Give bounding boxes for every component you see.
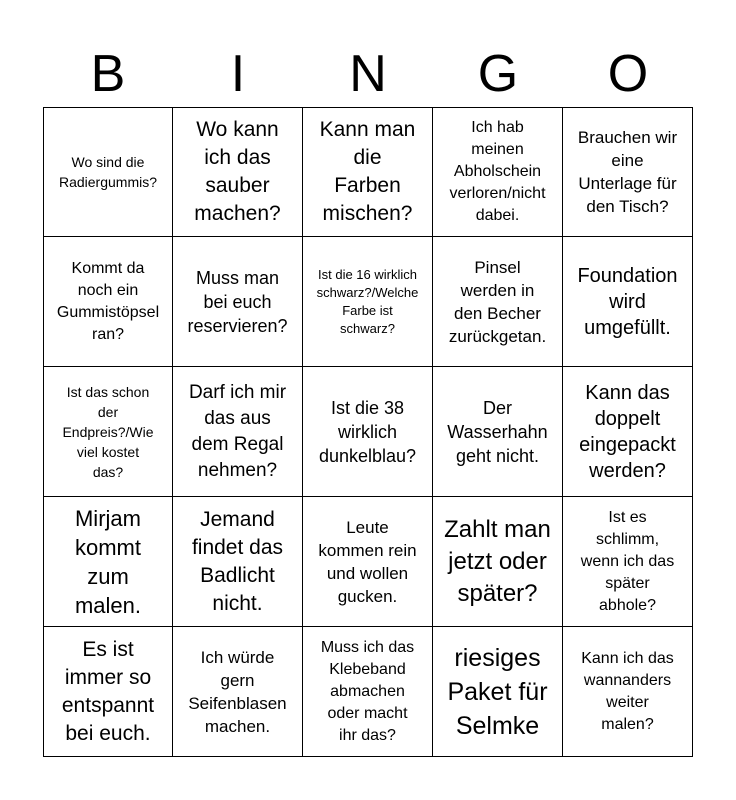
bingo-cell-r1c3[interactable] — [303, 107, 433, 237]
cell-text: Es ist immer so entspannt bei euch. — [61, 637, 155, 745]
header-letter-i: I — [230, 45, 246, 103]
bingo-cell-r3c5[interactable] — [563, 367, 693, 497]
bingo-cell-r4c4[interactable] — [433, 497, 563, 627]
cell-text: Ich würde gern Seifenblasen machen. — [188, 647, 287, 736]
cell-text: Brauchen wir eine Unterlage für den Tisch? — [577, 128, 678, 216]
cell-text: Wo sind die Radiergummis? — [58, 154, 158, 190]
bingo-cell-r3c3[interactable] — [303, 367, 433, 497]
bingo-cell-r4c5[interactable] — [563, 497, 693, 627]
bingo-cell-r1c4[interactable] — [433, 107, 563, 237]
bingo-cell-r5c4[interactable] — [433, 627, 563, 757]
header-letter-o: O — [607, 45, 649, 103]
bingo-cell-r3c1[interactable] — [43, 367, 173, 497]
cell-text: Ich hab meinen Abholschein verloren/nicht dabei. — [449, 119, 546, 224]
cell-text: Kann das doppelt eingepackt werden? — [579, 381, 676, 482]
cell-text: Pinsel werden in den Becher zurückgetan. — [448, 257, 547, 346]
cell-text: Mirjam kommt zum malen. — [74, 505, 142, 618]
cell-text: Leute kommen rein und wollen gucken. — [318, 517, 417, 606]
bingo-cell-r4c2[interactable] — [173, 497, 303, 627]
bingo-cell-r3c2[interactable] — [173, 367, 303, 497]
bingo-cell-r1c5[interactable] — [563, 107, 693, 237]
cell-text: Ist die 16 wirklich schwarz?/Welche Farbe ist schwarz? — [316, 266, 419, 336]
bingo-header — [43, 44, 693, 104]
cell-text: Darf ich mir das aus dem Regal nehmen? — [188, 381, 287, 481]
bingo-cell-r1c1[interactable] — [43, 107, 173, 237]
bingo-cell-r1c2[interactable] — [173, 107, 303, 237]
bingo-cell-r2c3[interactable] — [303, 237, 433, 367]
bingo-cell-r2c1[interactable] — [43, 237, 173, 367]
cell-text: Muss ich das Klebeband abmachen oder macht ihr das? — [320, 638, 415, 744]
cell-text: Kann man die Farben mischen? — [319, 118, 416, 225]
cell-text: Zahlt man jetzt oder später? — [444, 515, 551, 607]
header-letter-g: G — [477, 45, 519, 103]
cell-text: Ist die 38 wirklich dunkelblau? — [318, 397, 417, 466]
cell-text: Der Wasserhahn geht nicht. — [447, 397, 548, 466]
bingo-cell-r3c4[interactable] — [433, 367, 563, 497]
cell-text: Kommt da noch ein Gummistöpsel ran? — [56, 259, 160, 343]
cell-text: Ist das schon der Endpreis?/Wie viel kostet das? — [62, 383, 154, 480]
bingo-cell-r4c1[interactable] — [43, 497, 173, 627]
bingo-cell-r5c5[interactable] — [563, 627, 693, 757]
header-letter-b: B — [90, 45, 126, 103]
header-letter-n: N — [349, 45, 387, 103]
cell-text: Foundation wird umgefüllt. — [577, 264, 678, 339]
bingo-cell-r2c2[interactable] — [173, 237, 303, 367]
cell-text: Wo kann ich das sauber machen? — [194, 118, 281, 225]
bingo-cell-r2c4[interactable] — [433, 237, 563, 367]
bingo-cell-r5c3[interactable] — [303, 627, 433, 757]
cell-text: riesiges Paket für Selmke — [447, 643, 548, 740]
bingo-grid — [43, 107, 693, 757]
cell-text: Ist es schlimm, wenn ich das später abhole? — [580, 508, 675, 614]
bingo-cell-r2c5[interactable] — [563, 237, 693, 367]
cell-text: Muss man bei euch reservieren? — [187, 267, 288, 336]
bingo-cell-r4c3[interactable] — [303, 497, 433, 627]
cell-text: Kann ich das wannanders weiter malen? — [581, 649, 674, 733]
bingo-cell-r5c1[interactable] — [43, 627, 173, 757]
cell-text: Jemand findet das Badlicht nicht. — [191, 507, 284, 615]
bingo-cell-r5c2[interactable] — [173, 627, 303, 757]
